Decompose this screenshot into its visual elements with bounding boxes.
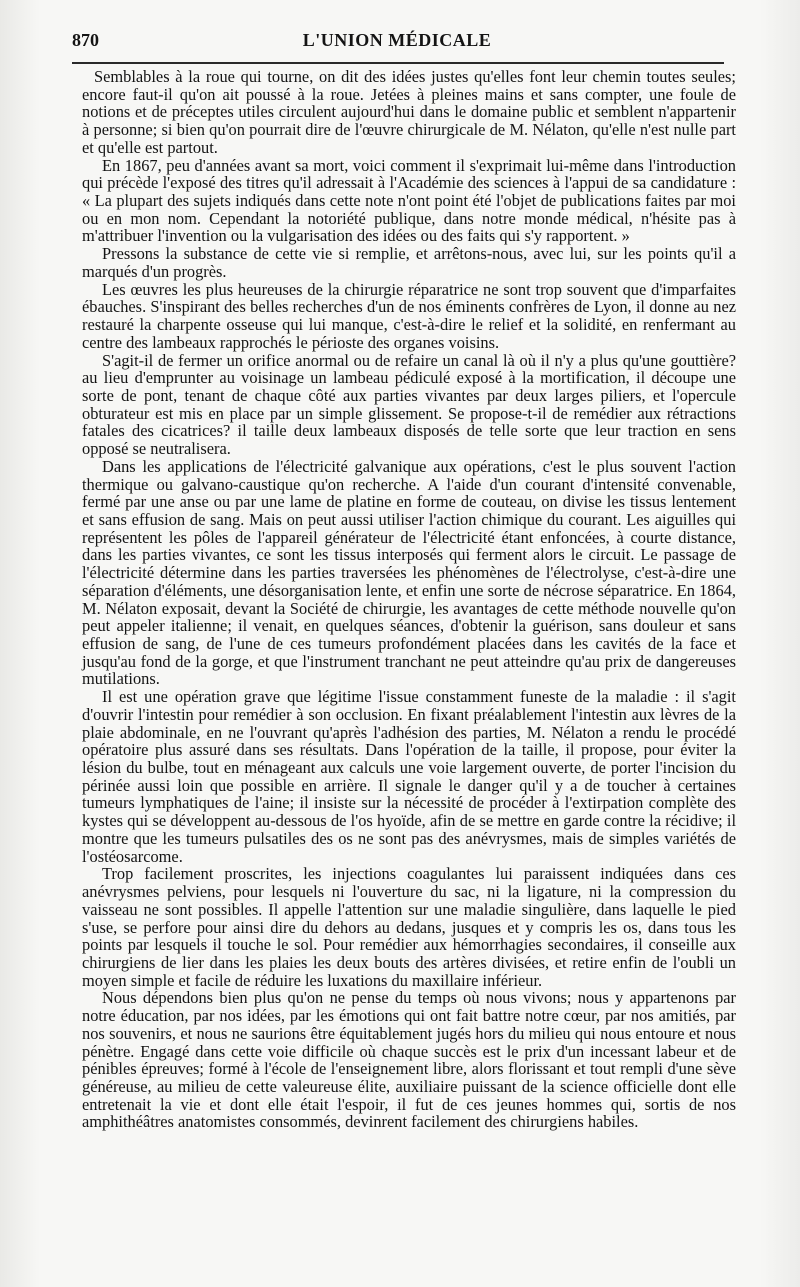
paragraph: Il est une opération grave que légitime l'issue constamment funeste de la maladie : il s'agit d'ouvrir l'intestin pour remédier à son occlusion. En fixant préalablement l'intestin aux lèvres de la plaie abdominale, en ne l'ouvrant qu'après l'adhésion des parties, M. Nélaton a rendu le procédé opératoire plus assuré dans ses résultats. Dans l'opération de la taille, il propose, pour éviter la lésion du bulbe, tout en ménageant aux calculs une voie largement ouverte, de porter l'incision du périnée aussi loin que possible en arrière. Il signale le danger qu'il y a de toucher à certaines tumeurs lymphatiques de l'aine; il insiste sur la nécessité de procéder à l'extirpation complète des kystes qui se développent au-dessous de l'os hyoïde, afin de se mettre en garde contre la récidive; il montre que les tumeurs pulsatiles des os ne sont pas des anévrysmes, mais de simples variétés de l'ostéosarcome. [82,687,736,866]
paragraph: Nous dépendons bien plus qu'on ne pense du temps où nous vivons; nous y appartenons par notre éducation, par nos idées, par les émotions qui ont fait battre notre cœur, par nos amitiés, par nos souvenirs, et nous ne saurions être équitablement jugés hors du milieu qui nous entoure et nous pénètre. Engagé dans cette voie difficile où chaque succès est le prix d'un incessant labeur et de pénibles épreuves; formé à l'école de l'enseignement libre, alors florissant et tout rempli d'une sève généreuse, au milieu de cette valeureuse élite, auxiliaire puissant de la science officielle dont elle entretenait la vie et dont elle était l'espoir, il fut de ces jeunes hommes qui, sortis de nos amphithéâtres anatomistes consommés, devinrent facilement des chirurgiens habiles. [82,988,736,1132]
paragraph: Les œuvres les plus heureuses de la chirurgie réparatrice ne sont trop souvent que d'imparfaites ébauches. S'inspirant des belles recherches d'un de nos éminents confrères de Lyon, il donne au nez restauré la charpente osseuse qui lui manque, c'est-à-dire le relief et la solidité, en renfermant au centre des lambeaux rapprochés le périoste des organes voisins. [82,279,736,352]
page-header [72,30,722,54]
paragraph: En 1867, peu d'années avant sa mort, voici comment il s'exprimait lui-même dans l'introduction qui précède l'exposé des titres qu'il adressait à l'Académie des sciences à l'appui de sa candidature : « La plupart des sujets indiqués dans cette note n'ont point été l'objet de publications faites par moi ou en mon nom. Cependant la notoriété publique, dans notre monde médical, n'hésite pas à m'attribuer l'invention ou la vulgarisation des idées ou des faits qui s'y rapportent. » [82,155,736,246]
paragraph: Pressons la substance de cette vie si remplie, et arrêtons-nous, avec lui, sur les points qu'il a marqués d'un progrès. [82,244,736,281]
running-title: L'UNION MÉDICALE [302,30,492,50]
paragraph: S'agit-il de fermer un orifice anormal ou de refaire un canal là où il n'y a plus qu'une gouttière? au lieu d'emprunter au voisinage un lambeau pédiculé exposé à la mortification, il découpe une sorte de pont, tenant de chaque côté aux parties vivantes par deux larges piliers, et l'opercule obturateur est mis en place par un simple glissement. Se propose-t-il de remédier aux rétractions fatales des cicatrices? il taille deux lambeaux disposés de telle sorte que leur traction en sens opposé se neutralisera. [82,350,736,459]
paragraph: Dans les applications de l'électricité galvanique aux opérations, c'est le plus souvent l'action thermique ou galvano-caustique qu'on recherche. A l'aide d'un courant d'intensité convenable, fermé par une anse ou par une lame de platine en forme de couteau, on divise les tissus lentement et sans effusion de sang. Mais on peut aussi utiliser l'action chimique du courant. Les aiguilles qui représentent les pôles de l'appareil générateur de l'électricité étant enfoncées, à courte distance, dans les parties vivantes, ce sont les tissus interposés qui ferment alors le circuit. Le passage de l'électricité détermine dans les parties traversées les phénomènes de l'électrolyse, c'est-à-dire une séparation d'éléments, une désorganisation lente, et enfin une sorte de nécrose séparatrice. En 1864, M. Nélaton exposait, devant la Société de chirurgie, les avantages de cette méthode nouvelle qu'on peut appeler italienne; il venait, en quelques séances, d'obtenir la guérison, sans douleur et sans effusion de sang, de l'une de ces tumeurs profondément placées dans les cavités de la face et jusqu'au fond de la gorge, et que l'instrument tranchant ne peut atteindre qu'au prix de dangereuses mutilations. [82,456,736,689]
page-number: 870 [72,30,99,50]
paragraph: Trop facilement proscrites, les injections coagulantes lui paraissent indiquées dans ces anévrysmes pelviens, pour lesquels ni l'ouverture du sac, ni la ligature, ni la compression du vaisseau ne sont possibles. Il appelle l'attention sur une maladie singulière, dans laquelle le pied s'use, se perfore pour ainsi dire du dehors au dedans, jusques et y compris les os, dans tous les points par lesquels il touche le sol. Pour remédier aux hémorrhagies secondaires, il conseille aux chirurgiens de lier dans les plaies les deux bouts des artères divisées, et retire enfin de l'oubli un moyen simple et facile de réduire les luxations du maxillaire inférieur. [82,864,736,990]
article-body [82,68,736,1131]
paragraph: Semblables à la roue qui tourne, on dit des idées justes qu'elles font leur chemin toutes seules; encore faut-il qu'on ait poussé à la roue. Jetées à pleines mains et sans compter, une foule de notions et de préceptes utiles circulent aujourd'hui dans le domaine public et semblent n'appartenir à personne; si bien qu'on pourrait dire de l'œuvre chirurgicale de M. Nélaton, qu'elle n'est nulle part et qu'elle est partout. [82,67,736,157]
header-rule [72,62,724,64]
